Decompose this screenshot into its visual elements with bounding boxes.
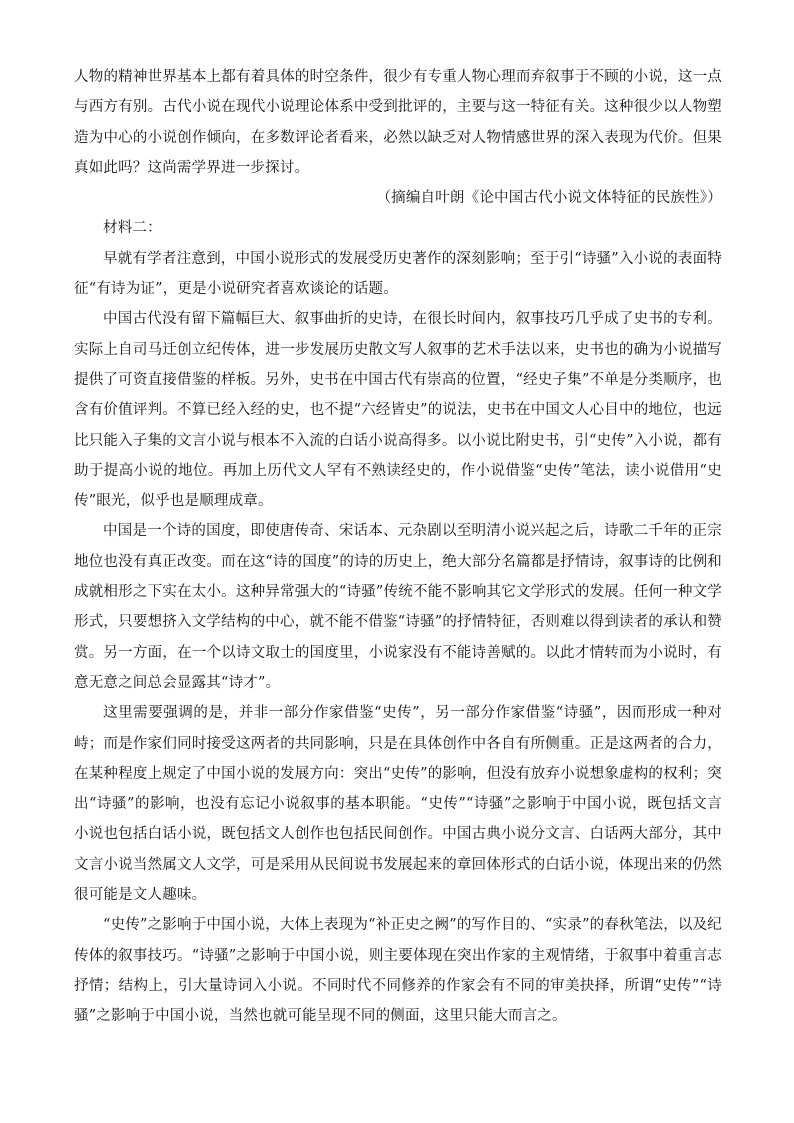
paragraph-intro: 早就有学者注意到，中国小说形式的发展受历史著作的深刻影响；至于引“诗骚”入小说的表面特征“有诗为证”，更是小说研究者喜欢谈论的话题。	[74, 250, 722, 298]
paragraph-history-influence: 中国古代没有留下篇幅巨大、叙事曲折的史诗，在很长时间内，叙事技巧几乎成了史书的专利。实际上自司马迁创立纪传体，进一步发展历史散文写人叙事的艺术手法以来，史书也的确为小说描写提供了可资直接借鉴的样板。另外，史书在中国古代有崇高的位置，“经史子集”不单是分类顺序，也含有价值评判。不算已经入经的史，也不提“六经皆史”的说法，史书在中国文人心目中的地位，也远比只能入子集的文言小说与根本不入流的白话小说高得多。以小说比附史书，引“史传”入小说，都有助于提高小说的地位。再加上历代文人罕有不熟读经史的，作小说借鉴“史传”笔法，读小说借用“史传”眼光，似乎也是顺理成章。	[74, 311, 722, 510]
document-body	[74, 62, 722, 1032]
source-citation: （摘编自叶朗《论中国古代小说文体特征的民族性》）	[376, 190, 722, 207]
paragraph-continuation: 人物的精神世界基本上都有着具体的时空条件，很少有专重人物心理而弃叙事于不顾的小说，这一点与西方有别。古代小说在现代小说理论体系中受到批评的，主要与这一特征有关。这种很少以人物塑造为中心的小说创作倾向，在多数评论者看来，必然以缺乏对人物情感世界的深入表现为代价。但果真如此吗？这尚需学界进一步探讨。	[74, 69, 722, 176]
paragraph-combined-influence: 这里需要强调的是，并非一部分作家借鉴“史传”，另一部分作家借鉴“诗骚”，因而形成一种对峙；而是作家们同时接受这两者的共同影响，只是在具体创作中各自有所侧重。正是这两者的合力，在某种程度上规定了中国小说的发展方向：突出“史传”的影响，但没有放弃小说想象虚构的权利；突出“诗骚”的影响，也没有忘记小说叙事的基本职能。“史传”“诗骚”之影响于中国小说，既包括文言小说也包括白话小说，既包括文人创作也包括民间创作。中国古典小说分文言、白话两大部分，其中文言小说当然属文人文学，可是采用从民间说书发展起来的章回体形式的白话小说，体现出来的仍然很可能是文人趣味。	[74, 705, 722, 904]
paragraph-conclusion: “史传”之影响于中国小说，大体上表现为“补正史之阙”的写作目的、“实录”的春秋笔法，以及纪传体的叙事技巧。“诗骚”之影响于中国小说，则主要体现在突出作家的主观情绪，于叙事中着重言志抒情；结构上，引大量诗词入小说。不同时代不同修养的作家会有不同的审美抉择，所谓“史传”“诗骚”之影响于中国小说，当然也就可能呈现不同的侧面，这里只能大而言之。	[74, 917, 722, 1025]
material-two-heading: 材料二：	[103, 220, 162, 237]
paragraph-poetry-influence: 中国是一个诗的国度，即使唐传奇、宋话本、元杂剧以至明清小说兴起之后，诗歌二千年的正宗地位也没有真正改变。而在这“诗的国度”的诗的历史上，绝大部分名篇都是抒情诗，叙事诗的比例和成就相形之下实在太小。这种异常强大的“诗骚”传统不能不影响其它文学形式的发展。任何一种文学形式，只要想挤入文学结构的中心，就不能不借鉴“诗骚”的抒情特征，否则难以得到读者的承认和赞赏。另一方面，在一个以诗文取士的国度里，小说家没有不能诗善赋的。以此才情转而为小说时，有意无意之间总会显露其“诗才”。	[74, 523, 722, 691]
